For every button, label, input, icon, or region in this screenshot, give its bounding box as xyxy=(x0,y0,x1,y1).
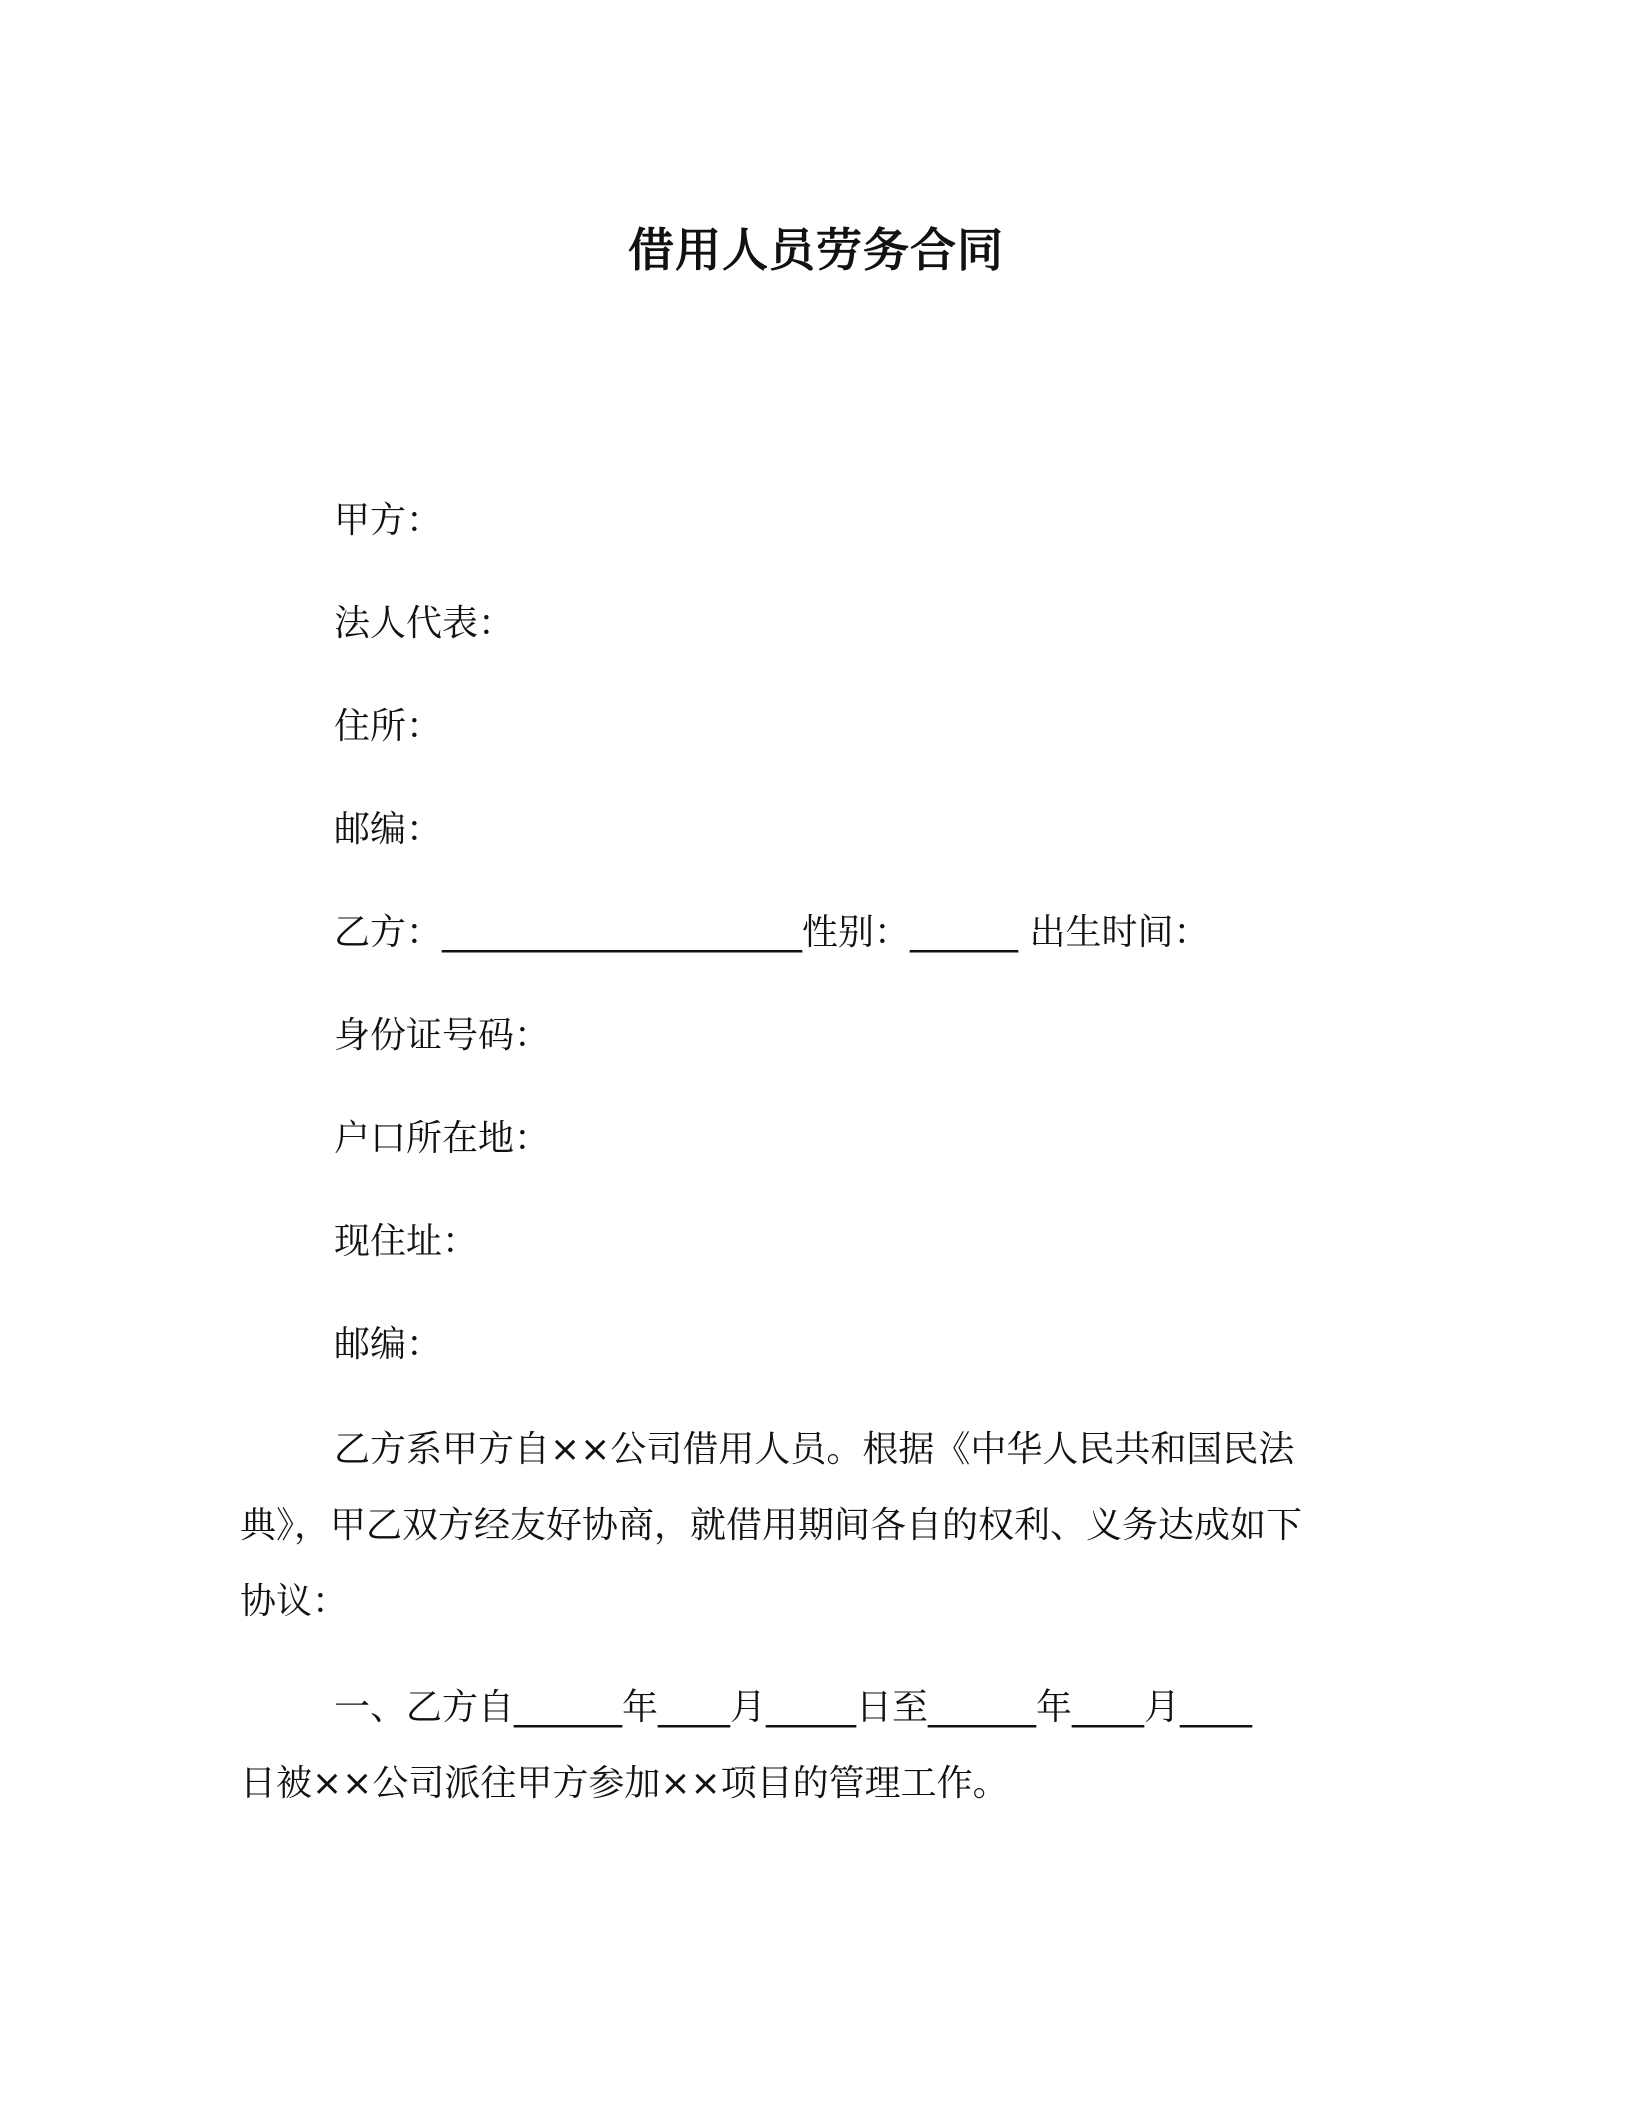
clause-line: 日被××公司派往甲方参加××项目的管理工作。 xyxy=(240,1763,1009,1804)
intro-line: 典》，甲乙双方经友好协商，就借用期间各自的权利、义务达成如下 xyxy=(240,1505,1303,1546)
field-household-registration: 户口所在地： xyxy=(334,1118,551,1159)
field-party-b: 乙方：____________________性别：______ 出生时间： xyxy=(334,912,1210,953)
document-title: 借用人员劳务合同 xyxy=(628,223,1004,277)
field-postcode-b: 邮编： xyxy=(334,1324,443,1365)
intro-line: 协议： xyxy=(240,1581,349,1622)
intro-paragraph xyxy=(240,1412,1360,1640)
clause-line: 一、乙方自______年____月_____日至______年____月____ xyxy=(334,1687,1253,1728)
field-party-a: 甲方： xyxy=(334,500,443,541)
field-id-number: 身份证号码： xyxy=(334,1015,551,1056)
field-current-address: 现住址： xyxy=(334,1221,479,1262)
intro-line: 乙方系甲方自××公司借用人员。根据《中华人民共和国民法 xyxy=(334,1429,1295,1470)
field-address: 住所： xyxy=(334,706,443,747)
field-legal-representative: 法人代表： xyxy=(334,603,515,644)
clause-1-paragraph xyxy=(240,1670,1360,1822)
field-postcode: 邮编： xyxy=(334,809,443,850)
